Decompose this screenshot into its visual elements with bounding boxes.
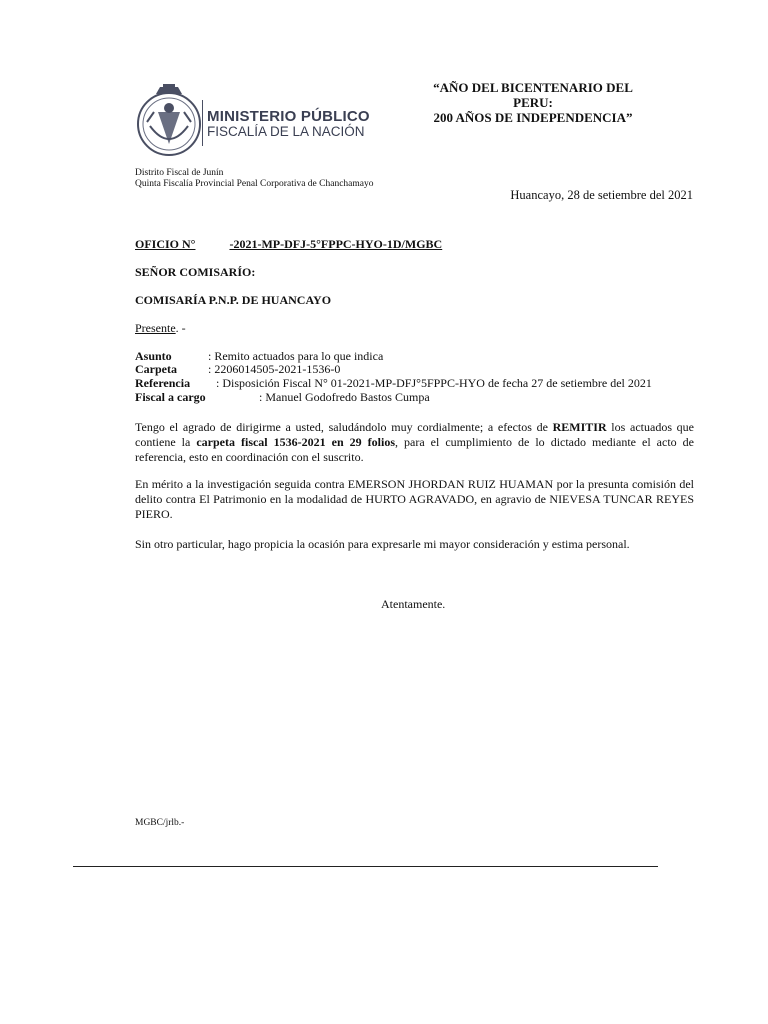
field-value: : Manuel Godofredo Bastos Cumpa [259,390,430,404]
police-station: COMISARÍA P.N.P. DE HUANCAYO [135,293,332,307]
brand-name: MINISTERIO PÚBLICO [207,108,370,125]
oficio-number: -2021-MP-DFJ-5°FPPC-HYO-1D/MGBC [229,237,443,251]
motto-line-3: 200 AÑOS DE INDEPENDENCIA” [433,110,633,125]
field-value: : Remito actuados para lo que indica [208,349,384,363]
motto-line-2: PERU: [513,95,553,110]
motto-line-1: “AÑO DEL BICENTENARIO DEL [433,80,633,95]
field-value: : Disposición Fiscal N° 01-2021-MP-DFJ°5FPPC-HYO de fecha 27 de setiembre del 2021 [216,376,652,390]
district-line-1: Distrito Fiscal de Junín [135,168,224,178]
p1-text-e: , para el cumplimiento de lo dictado mediante el acto de referencia, esto en coordinación con el suscrito. [135,435,694,464]
field-fiscal [135,390,430,405]
p1-bold-carpeta: carpeta fiscal 1536-2021 en 29 folios [196,435,396,449]
footer-divider [73,866,658,867]
date-line: Huancayo, 28 de setiembre del 2021 [510,188,693,202]
body-paragraph-3: Sin otro particular, hago propicia la ocasión para expresarle mi mayor consideración y estima personal. [135,537,630,551]
presente-word: Presente [135,321,176,335]
p1-text-a: Tengo el agrado de dirigirme a usted, saludándolo muy cordialmente; a efectos de [135,420,553,434]
presente-line [135,321,186,336]
p1-bold-remitir: REMITIR [552,420,607,434]
district-line-2: Quinta Fiscalía Provincial Penal Corporativa de Chanchamayo [135,179,374,189]
field-referencia [135,376,652,391]
oficio-label: OFICIO N° [135,237,196,251]
seal-icon [134,82,204,162]
initials: MGBC/jrlb.- [135,818,185,828]
body-paragraph-1 [135,420,694,465]
field-carpeta [135,362,340,377]
body-paragraph-2: En mérito a la investigación seguida contra EMERSON JHORDAN RUIZ HUAMAN por la presunta comisión del delito contra El Patrimonio en la modalidad de HURTO AGRAVADO, en agravio de NIEVESA TUNCAR REYES PIERO. [135,477,694,521]
ministerio-publico-logo [134,82,374,162]
logo-divider [202,100,203,146]
field-label: Fiscal a cargo [135,390,206,404]
salutation: SEÑOR COMISARÍO: [135,265,256,279]
field-label: Carpeta [135,362,177,376]
field-value: : 2206014505-2021-1536-0 [208,362,341,376]
brand-subtitle: FISCALÍA DE LA NACIÓN [207,124,365,139]
year-motto [418,80,648,125]
closing: Atentamente. [381,597,446,611]
oficio-heading [135,237,442,252]
field-label: Asunto [135,349,172,363]
field-label: Referencia [135,376,191,390]
presente-suffix: . - [175,321,186,335]
p1-text-c: los actuados que contiene la [135,420,694,449]
